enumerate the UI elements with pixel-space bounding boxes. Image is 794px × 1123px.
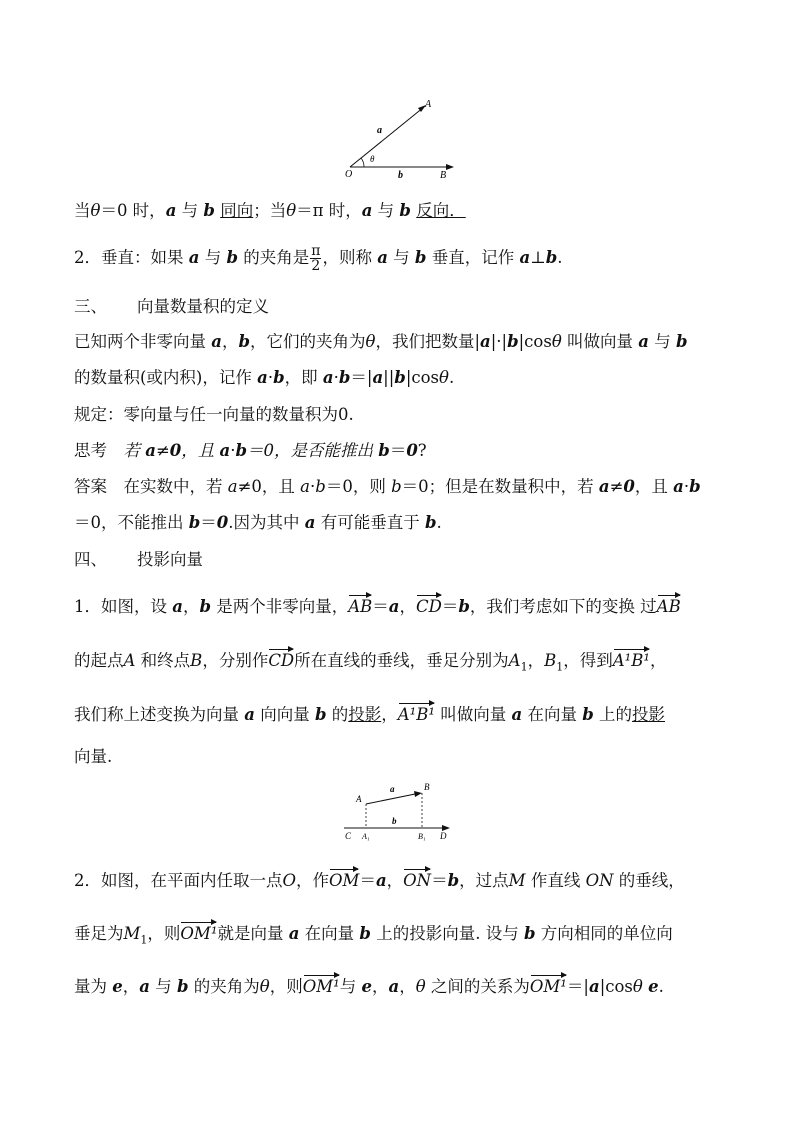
text-line-perpendicular: 2．垂直：如果 a 与 b 的夹角是 $\frac{\pi}{2}$ ，则称 a 与 b 垂直，记作 a⊥b. [74,243,563,274]
fig2-label-A1: A₁ [362,832,370,841]
projection-figure [340,778,460,844]
text-line-projection-1: 1．如图，设 a，b 是两个非零向量，AB＝a，CD＝b，我们考虑如下的变换 过AB [74,592,681,618]
text-line-definition-1: 已知两个非零向量 a，b，它们的夹角为θ，我们把数量|a|·|b|cosθ 叫做向量 a 与 b [74,332,688,351]
label-B: B [440,170,447,181]
label-O: O [345,169,353,180]
fig2-label-D: D [440,831,447,841]
text-line-definition-2: 的数量积(或内积)，记作 a·b，即 a·b＝|a||b|cosθ. [74,368,455,387]
fig2-label-C: C [345,831,352,841]
label-theta: θ [370,154,375,164]
text-line-answer-2: ＝0，不能推出 b＝0.因为其中 a 有可能垂直于 b. [74,513,442,532]
text-line-projection-2: 的起点A 和终点B，分别作CD所在直线的垂线，垂足分别为$A_1$，$B_1$，得到A¹B¹， [74,646,667,678]
fig2-label-A: A [356,794,362,804]
fig2-label-B1: B₁ [418,832,426,841]
text-line-projection-6: 垂足为$M_1$，则OM¹就是向量 a 在向量 b 上的投影向量. 设与 b 方向相同的单位向 [74,919,673,951]
text-line-projection-5: 2．如图，在平面内任取一点O，作OM＝a，ON＝b，过点M 作直线 ON 的垂线， [74,866,685,892]
text-line-think: 思考 若 a≠0，且 a·b＝0，是否能推出 b＝0? [74,441,427,460]
label-a: a [377,125,382,136]
label-A: A [425,99,432,110]
text-line-rule: 规定：零向量与任一向量的数量积为0. [74,405,354,424]
label-b: b [398,170,403,181]
fig2-label-b: b [392,816,397,826]
text-line-answer-1: 答案 在实数中，若 a≠0，且 a·b＝0，则 b＝0；但是在数量积中，若 a≠0，且 a·b [74,477,701,496]
fig2-label-a: a [390,784,395,794]
fig2-label-B: B [424,782,430,792]
text-line-1: 当θ＝0 时，a 与 b 同向；当θ＝π 时，a 与 b 反向． [74,201,466,220]
text-line-projection-3: 我们称上述变换为向量 a 向向量 b 的投影，A¹B¹ 叫做向量 a 在向量 b 上的投影 [74,700,665,726]
text-line-projection-7: 量为 e，a 与 b 的夹角为θ，则OM¹与 e，a，θ 之间的关系为OM¹＝|a|cosθ e. [74,972,664,998]
text-line-projection-4: 向量. [74,747,113,766]
angle-figure [340,95,470,185]
section-4-heading: 四、 投影向量 [74,550,203,569]
fraction-pi-over-2: $\frac{\pi}{2}$ [311,243,321,274]
section-3-heading: 三、 向量数量积的定义 [74,297,269,316]
